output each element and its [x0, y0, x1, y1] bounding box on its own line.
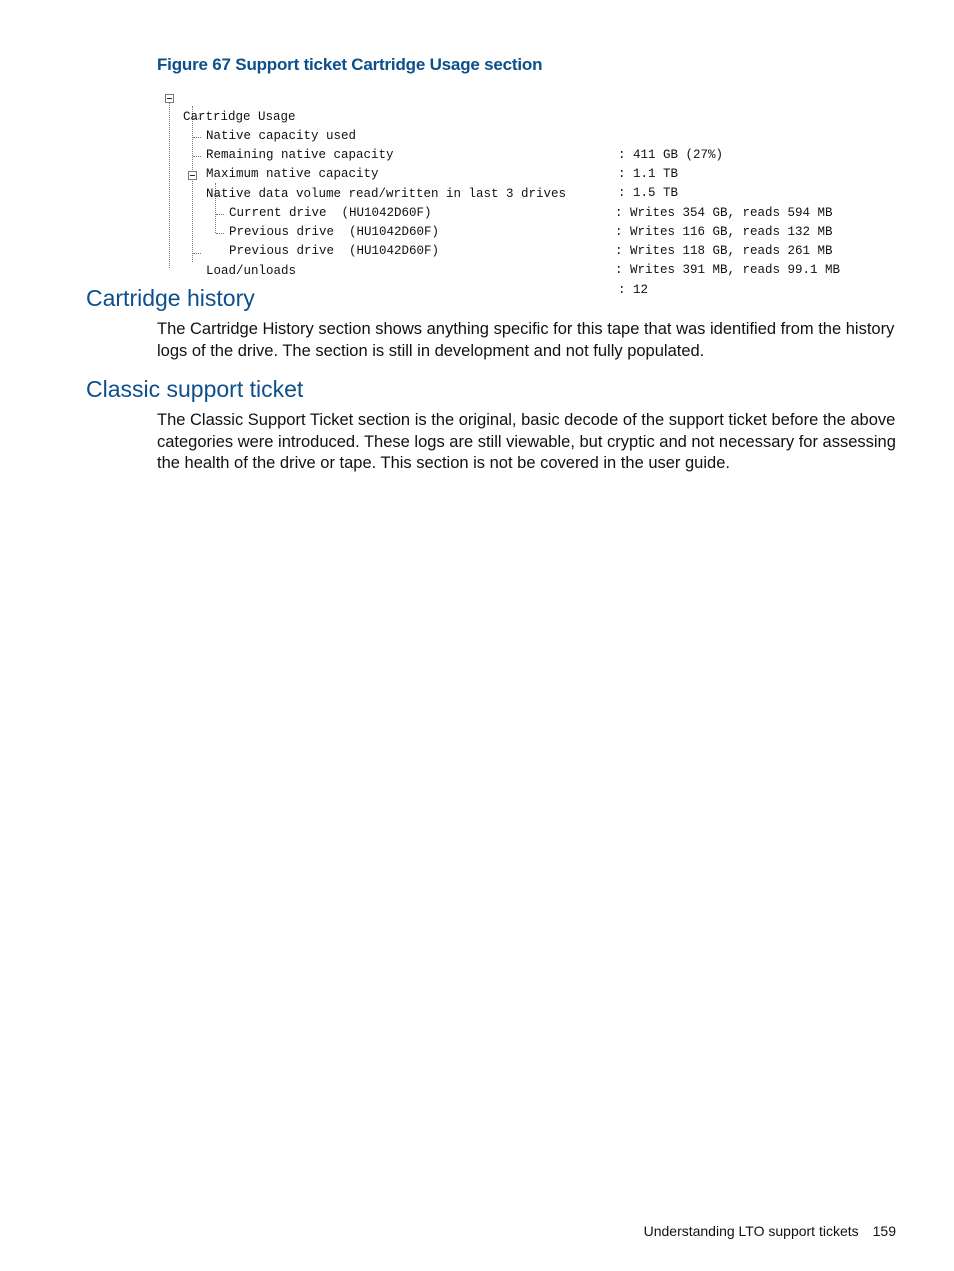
section-heading-cartridge-history: Cartridge history [86, 285, 255, 311]
cartridge-usage-tree [163, 88, 893, 297]
section-body-cartridge-history: The Cartridge History section shows anything specific for this tape that was identified from the history logs of the drive. The section is still in development and not fully populated. [157, 320, 895, 360]
tree-item: Native capacity used : 411 GB (27%) [206, 129, 724, 162]
tree-item: Current drive (HU1042D60F) : Writes 116 GB, reads 132 MB [229, 206, 833, 239]
page-footer [644, 1223, 896, 1239]
collapse-toggle-icon[interactable] [165, 94, 174, 103]
tree-item: Previous drive (HU1042D60F) : Writes 118 GB, reads 261 MB [229, 225, 833, 258]
figure-caption: Figure 67 Support ticket Cartridge Usage section [157, 55, 543, 74]
tree-item: Load/unloads : 12 [206, 264, 649, 297]
page-number: 159 [872, 1223, 896, 1239]
section-body-classic-support-ticket: The Classic Support Ticket section is the original, basic decode of the support ticket before the above categories were introduced. These logs are still viewable, but cryptic and not necessary for assessing the health of the drive or tape. This section is not be covered in the user guide. [157, 411, 896, 472]
tree-root [183, 89, 296, 124]
tree-item: Previous drive (HU1042D60F) : Writes 391 MB, reads 99.1 MB [229, 244, 841, 277]
section-heading-classic-support-ticket: Classic support ticket [86, 376, 304, 402]
tree-item: Maximum native capacity : 1.5 TB [206, 167, 679, 200]
tree-item: Native data volume read/written in last 3 drives : Writes 354 GB, reads 594 MB [206, 187, 833, 220]
footer-title: Understanding LTO support tickets [643, 1223, 859, 1239]
tree-root-label: Cartridge Usage [183, 110, 296, 124]
tree-item: Remaining native capacity : 1.1 TB [206, 148, 679, 181]
